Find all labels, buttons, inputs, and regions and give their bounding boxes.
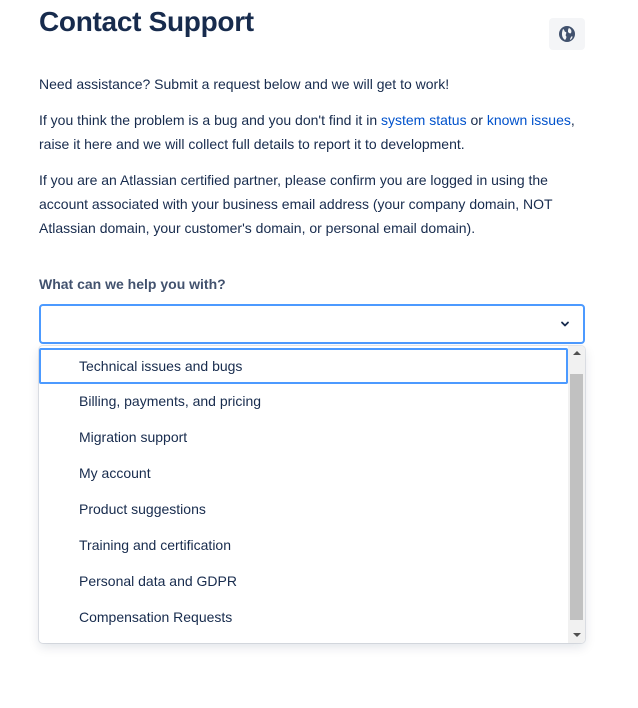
bug-suffix: , raise it here and we will collect full details to report it to development. [39,112,575,152]
scroll-up-arrow-icon[interactable] [570,346,583,360]
help-topic-menu [39,346,585,643]
option-product-suggestions[interactable]: Product suggestions [79,501,206,517]
or-text: or [466,112,487,128]
globe-icon [558,25,576,43]
bug-info-text [39,108,584,156]
intro-text: Need assistance? Submit a request below and we will get to work! [39,76,450,92]
help-topic-select[interactable] [39,304,585,344]
page-title: Contact Support [39,6,254,37]
option-personal-data[interactable]: Personal data and GDPR [79,573,237,589]
bug-prefix: If you think the problem is a bug and you don't find it in [39,112,381,128]
help-select-label: What can we help you with? [39,276,226,292]
option-billing[interactable]: Billing, payments, and pricing [79,393,262,409]
option-compensation[interactable]: Compensation Requests [79,609,233,625]
option-training[interactable]: Training and certification [79,537,232,553]
option-my-account[interactable]: My account [79,465,151,481]
language-button[interactable] [549,18,585,50]
partner-info-text: If you are an Atlassian certified partner, please confirm you are logged in using the account associated with your business email address (your company domain, NOT Atlassian domain, your customer's domain, or personal email domain). [39,172,553,236]
known-issues-link[interactable]: known issues [486,112,571,128]
chevron-down-icon[interactable] [559,318,571,330]
scrollbar-thumb[interactable] [570,374,583,620]
scroll-down-arrow-icon[interactable] [570,628,583,642]
option-technical-issues[interactable]: Technical issues and bugs [39,348,568,384]
option-migration[interactable]: Migration support [79,429,188,445]
system-status-link[interactable]: system status [381,112,467,128]
